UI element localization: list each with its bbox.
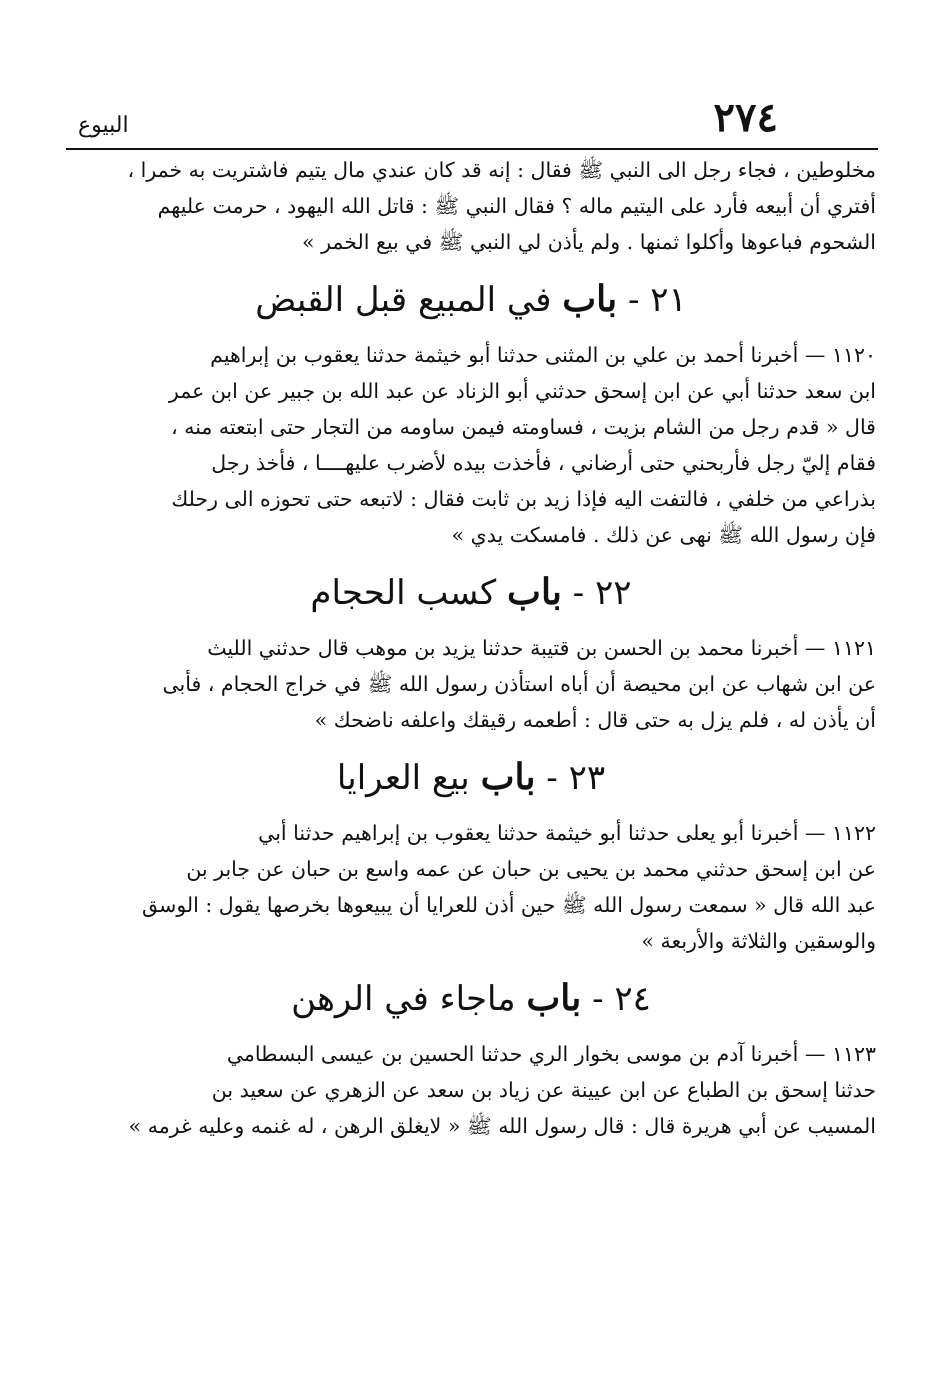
hadith-paragraph [66, 630, 876, 738]
hadith-paragraph [66, 815, 876, 959]
chapter-bab-word: باب [562, 278, 618, 320]
text-line: فقام إليّ رجل فأربحني حتى أرضاني ، فأخذت بيده لأضرب عليهــــا ، فأخذ رجل [211, 451, 876, 475]
text-line: عن ابن شهاب عن ابن محيصة أن أباه استأذن رسول الله ﷺ في خراج الحجام ، فأبى [162, 672, 876, 696]
chapter-title: بيع العرايا [336, 758, 470, 798]
hadith-paragraph [66, 1036, 876, 1144]
text-line [66, 337, 876, 373]
page-content [66, 152, 876, 1144]
chapter-number: ٢٣ - [546, 758, 606, 798]
text-line: أفتري أن أبيعه فأرد على اليتيم ماله ؟ فقال النبي ﷺ : قاتل الله اليهود ، حرمت عليهم [157, 194, 876, 218]
text-line: المسيب عن أبي هريرة قال : قال رسول الله ﷺ « لايغلق الرهن ، له غنمه وعليه غرمه » [128, 1114, 876, 1138]
text-line: أن يأذن له ، فلم يزل به حتى قال : أطعمه رقيقك واعلفه ناضحك » [314, 708, 876, 732]
text-line: ابن سعد حدثنا أبي عن ابن إسحق حدثني أبو الزناد عن عبد الله بن جبير عن ابن عمر [168, 379, 876, 403]
chapter-title: في المبيع قبل القبض [255, 280, 552, 320]
chapter-heading [66, 752, 876, 803]
text-line: عن ابن إسحق حدثني محمد بن يحيى بن حبان عن عمه واسع بن حبان عن جابر بن [186, 857, 876, 881]
text-line [66, 630, 876, 666]
hadith-number: ١١٢٠ — [804, 343, 876, 367]
chapter-title: ماجاء في الرهن [291, 979, 516, 1019]
chapter-heading [66, 973, 876, 1024]
text-line: عبد الله قال « سمعت رسول الله ﷺ حين أذن للعرايا أن يبيعوها بخرصها يقول : الوسق [142, 893, 876, 917]
intro-paragraph [66, 152, 876, 260]
chapter-bab-word: باب [507, 571, 562, 613]
text-line: حدثنا إسحق بن الطباع عن ابن عيينة عن زياد بن سعد عن الزهري عن سعيد بن [211, 1078, 876, 1102]
text-line-content: أخبرنا أبو يعلى حدثنا أبو خيثمة حدثنا يعقوب بن إبراهيم حدثنا أبي [258, 821, 799, 845]
running-header [66, 92, 878, 150]
text-line [66, 815, 876, 851]
text-line-content: أخبرنا آدم بن موسى بخوار الري حدثنا الحسين بن عيسى البسطامي [226, 1042, 799, 1066]
text-line: فإن رسول الله ﷺ نهى عن ذلك . فامسكت يدي » [451, 523, 876, 547]
chapter-heading [66, 567, 876, 618]
chapter-bab-word: باب [480, 756, 536, 798]
chapter-title: كسب الحجام [310, 573, 497, 613]
chapter-number: ٢١ - [627, 280, 687, 320]
hadith-number: ١١٢١ — [804, 636, 876, 660]
page-number: ٢٧٤ [713, 94, 778, 141]
text-line: الشحوم فباعوها وأكلوا ثمنها . ولم يأذن لي النبي ﷺ في بيع الخمر » [302, 230, 876, 254]
text-line [66, 1036, 876, 1072]
text-line: بذراعي من خلفي ، فالتفت اليه فإذا زيد بن ثابت فقال : لاتبعه حتى تحوزه الى رحلك [171, 487, 876, 511]
running-chapter-title: البيوع [78, 113, 129, 138]
chapter-bab-word: باب [526, 977, 582, 1019]
text-line-content: أخبرنا محمد بن الحسن بن قتيبة حدثنا يزيد بن موهب قال حدثني الليث [207, 636, 799, 660]
text-line-content: أخبرنا أحمد بن علي بن المثنى حدثنا أبو خيثمة حدثنا يعقوب بن إبراهيم [210, 343, 799, 367]
chapter-number: ٢٤ - [592, 979, 651, 1019]
hadith-number: ١١٢٣ — [804, 1042, 876, 1066]
hadith-number: ١١٢٢ — [804, 821, 876, 845]
text-line: مخلوطين ، فجاء رجل الى النبي ﷺ فقال : إنه قد كان عندي مال يتيم فاشتريت به خمرا ، [127, 158, 876, 182]
chapter-heading [66, 274, 876, 325]
chapter-number: ٢٢ - [572, 573, 632, 613]
hadith-paragraph [66, 337, 876, 553]
text-line: قال « قدم رجل من الشام بزيت ، فساومته فيمن ساومه من التجار حتى ابتعته منه ، [171, 415, 876, 439]
text-line: والوسقين والثلاثة والأربعة » [641, 929, 876, 953]
